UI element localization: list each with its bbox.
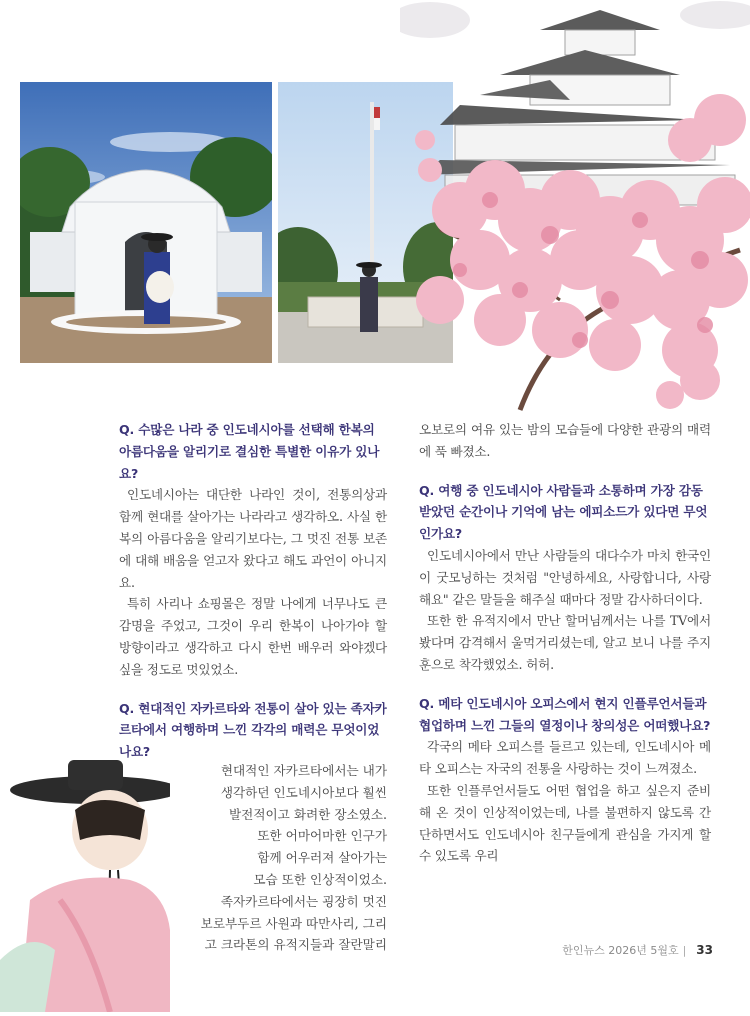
question-2: Q. 현대적인 자카르타와 전통이 살아 있는 족자카르타에서 여행하며 느낀 각각의 매력은 무엇이었나요? — [119, 700, 387, 760]
answer-2-line: 생각하던 인도네시아보다 훨씬 — [220, 784, 387, 800]
hanbok-figure-illustration — [0, 760, 170, 1012]
question-3: Q. 여행 중 인도네시아 사람들과 소통하며 가장 감동받았던 순간이나 기억에 남는 에피소드가 있다면 무엇인가요? — [419, 482, 708, 542]
answer-2-line: 함께 어우러져 살아가는 — [257, 850, 387, 866]
photo-white-gate — [20, 82, 272, 363]
question-1: Q. 수많은 나라 중 인도네시아를 선택해 한복의 아름다움을 알리기로 결심한 특별한 이유가 있나요? — [119, 422, 380, 481]
article-column-left — [119, 419, 387, 763]
answer-4-paragraph-2: 또한 인플루언서들도 어떤 협업을 하고 싶은지 준비해 온 것이 인상적이었는데, 나를 불편하지 않도록 간단하면서도 인도네시아 친구들에게 관심을 가지게 할 수 있도록 우리 — [419, 782, 711, 864]
page-footer — [562, 942, 713, 958]
answer-3-paragraph-2: 또한 한 유적지에서 만난 할머님께서는 나를 TV에서 봤다며 감격해서 울먹거리셨는데, 알고 보니 나를 주지훈으로 착각했었소. 허허. — [419, 613, 711, 672]
answer-1-paragraph-1: 인도네시아는 대단한 나라인 것이, 전통의상과 함께 현대를 살아가는 나라라고 생각하오. 사실 한복의 아름다움을 알리기보다는, 그 멋진 전통 보존에 대해 배움을 얻고자 왔다고 해도 과언이 아니지요. — [119, 487, 387, 590]
answer-2-continuation: 오보로의 여유 있는 밤의 모습들에 다양한 관광의 매력에 푹 빠졌소. — [419, 422, 711, 459]
answer-2-line: 보로부두르 사원과 따만사리, 그리 — [200, 915, 387, 931]
answer-3-paragraph-1: 인도네시아에서 만난 사람들의 대다수가 마치 한국인이 굿모닝하는 것처럼 "안녕하세요, 사랑합니다, 사랑해요" 같은 말들을 해주실 때마다 정말 감사하더이다. — [419, 547, 711, 607]
answer-4-paragraph-1: 각국의 메타 오피스를 들르고 있는데, 인도네시아 메타 오피스는 자국의 전통을 사랑하는 것이 느껴졌소. — [419, 739, 711, 777]
answer-2-wrapped-text — [163, 760, 387, 956]
answer-2-line: 발전적이고 화려한 장소였소. — [229, 806, 387, 822]
answer-2-line: 모습 또한 인상적이었소. — [253, 871, 387, 887]
publication-name: 한인뉴스 2026년 5월호 — [562, 944, 679, 957]
page-number: 33 — [696, 943, 713, 957]
answer-2-line: 족자카르타에서는 굉장히 멋진 — [220, 893, 387, 909]
footer-separator: | — [682, 944, 687, 957]
article-column-right — [419, 419, 711, 867]
castle-cherry-blossom-illustration — [400, 0, 750, 420]
answer-2-line: 현대적인 자카르타에서는 내가 — [220, 763, 387, 778]
answer-2-line: 고 크라톤의 유적지들과 잘란말리 — [204, 937, 387, 953]
answer-2-line: 또한 어마어마한 인구가 — [257, 828, 387, 844]
answer-1-paragraph-2: 특히 사리나 쇼핑몰은 정말 나에게 너무나도 큰 감명을 주었고, 그것이 우리 한복이 나아가야 할 방향이라고 생각하고 다시 한번 배우러 와야겠다 싶을 정도로 멋있었소. — [119, 596, 387, 677]
question-4: Q. 메타 인도네시아 오피스에서 현지 인플루언서들과 협업하며 느낀 그들의 열정이나 창의성은 어떠했나요? — [419, 695, 711, 733]
